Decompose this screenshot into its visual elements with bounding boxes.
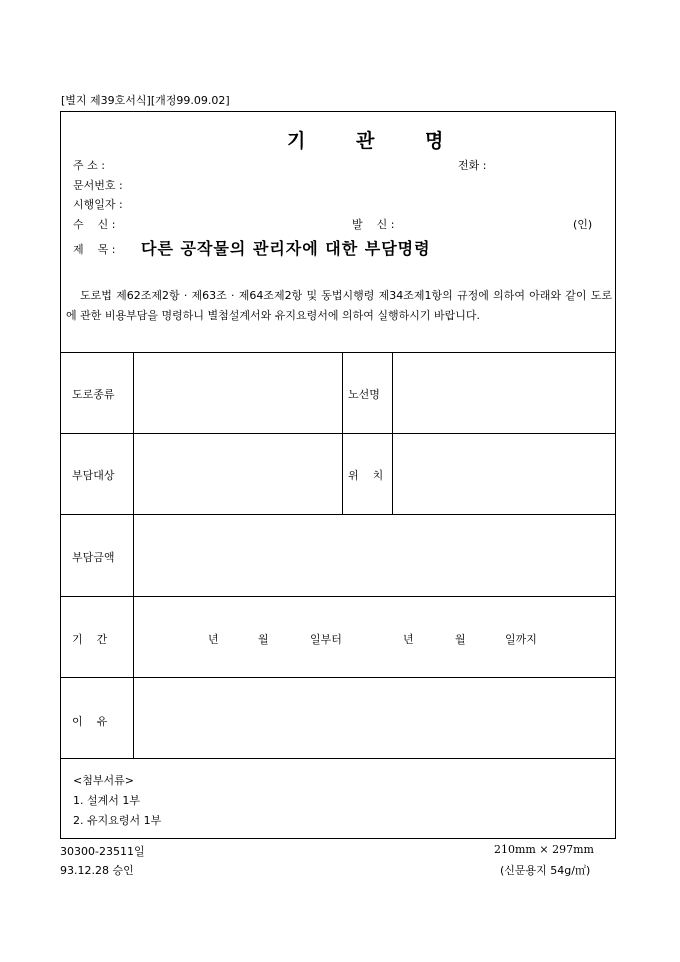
- body-paragraph: 도로법 제62조제2항 · 제63조 · 제64조제2항 및 동법시행령 제34조제1항의 규정에 의하여 아래와 같이 도로에 관한 비용부담을 명령하니 별첨설계서와 유지요령서에 의하여 실행하시기 바랍니다.: [66, 289, 612, 322]
- divider-row-2: [60, 514, 616, 515]
- divider-row-5: [60, 758, 616, 759]
- agency-title: 기 관 명: [287, 130, 466, 152]
- recipient-label: 수 신 :: [73, 218, 116, 231]
- attachment-item: 2. 유지요령서 1부: [73, 814, 162, 827]
- reason-label: 이 유: [72, 715, 108, 728]
- attachments-heading: <첨부서류>: [73, 774, 134, 787]
- period-month-1: 월: [258, 633, 269, 646]
- mid-column-divider: [342, 352, 343, 514]
- subject-label: 제 목 :: [73, 243, 116, 256]
- date-label: 시행일자 :: [73, 198, 123, 211]
- label-column-divider: [133, 352, 134, 758]
- mid-label-divider: [392, 352, 393, 514]
- period-month-2: 월: [455, 633, 466, 646]
- footer-paper-type: (신문용지 54g/㎡): [500, 864, 591, 877]
- seal-label: (인): [573, 218, 593, 231]
- period-from: 일부터: [310, 633, 342, 646]
- period-year-2: 년: [403, 633, 414, 646]
- period-label: 기 간: [72, 633, 108, 646]
- burden-amount-label: 부담금액: [72, 551, 115, 564]
- form-number: [별지 제39호서식][개정99.09.02]: [61, 94, 230, 107]
- sender-label: 발 신 :: [352, 218, 395, 231]
- attachment-item: 1. 설계서 1부: [73, 794, 140, 807]
- divider-row-4: [60, 677, 616, 678]
- footer-code: 30300-23511일: [60, 845, 145, 858]
- subject-title: 다른 공작물의 관리자에 대한 부담명령: [141, 239, 431, 258]
- period-until: 일까지: [505, 633, 537, 646]
- period-year-1: 년: [208, 633, 219, 646]
- footer-paper-size: 210mm × 297mm: [494, 843, 594, 856]
- divider-row-1: [60, 433, 616, 434]
- route-name-label: 노선명: [348, 388, 380, 401]
- phone-label: 전화 :: [458, 159, 487, 172]
- address-label: 주 소 :: [73, 159, 105, 172]
- divider-row-3: [60, 596, 616, 597]
- footer-approval: 93.12.28 승인: [60, 864, 134, 877]
- form-frame: [60, 111, 616, 839]
- road-type-label: 도로종류: [72, 388, 115, 401]
- divider-top-table: [60, 352, 616, 353]
- doc-number-label: 문서번호 :: [73, 179, 123, 192]
- location-label: 위 치: [348, 469, 384, 482]
- burden-target-label: 부담대상: [72, 469, 115, 482]
